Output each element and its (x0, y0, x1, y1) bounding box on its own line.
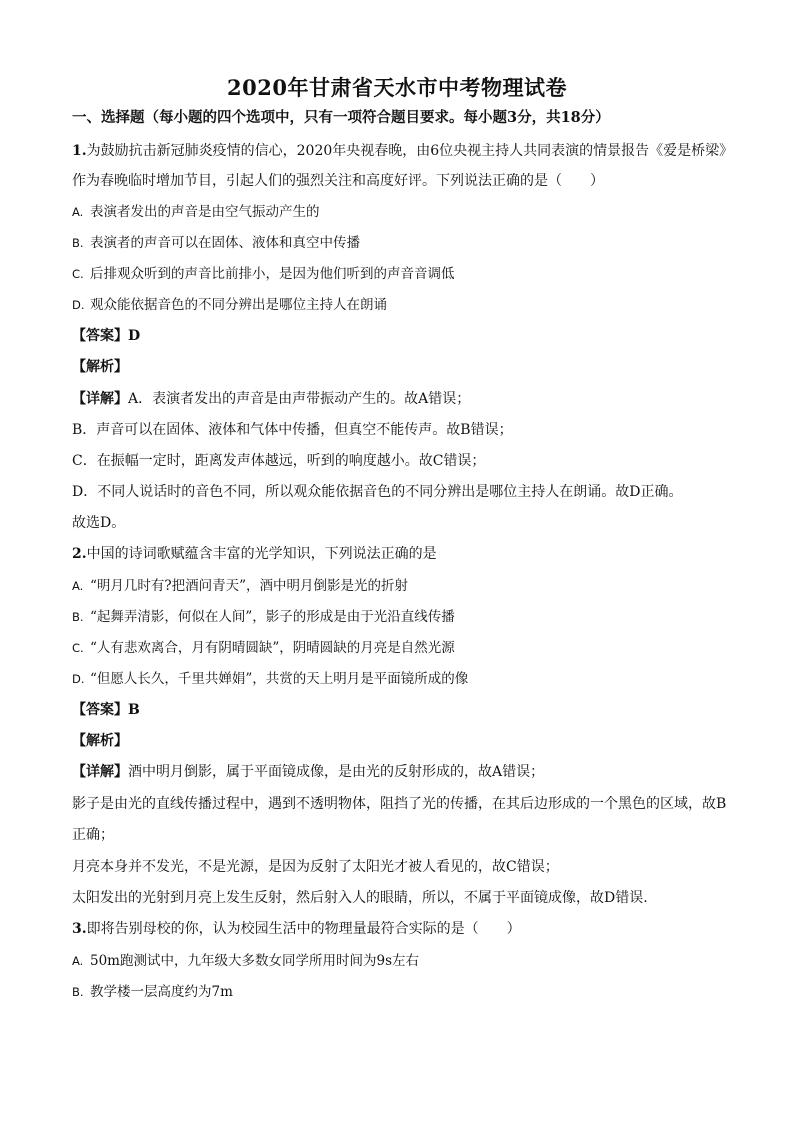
analysis-tag (72, 357, 732, 377)
analysis-label: 【解析】 (72, 733, 128, 749)
detail-line-3: 正确； (72, 827, 114, 843)
option-text: 后排观众听到的声音比前排小，是因为他们听到的声音音调低 (90, 266, 455, 282)
option-text: 50m跑测试中，九年级大多数女同学所用时间为9s左右 (90, 953, 419, 969)
question-text: 中国的诗词歌赋蕴含丰富的光学知识，下列说法正确的是 (86, 546, 437, 562)
option-text: 教学楼一层高度约为7m (90, 984, 233, 1000)
question-number: 2. (72, 546, 87, 562)
option-letter: B. (72, 610, 84, 624)
option-c (72, 264, 732, 284)
option-letter: D. (72, 672, 85, 686)
detail-line-4: 月亮本身并不发光，不是光源，是因为反射了太阳光才被人看见的，故C错误； (72, 859, 559, 875)
option-a (72, 951, 732, 971)
option-d (72, 669, 732, 689)
detail-line-4: D．不同人说话时的音色不同，所以观众能依据音色的不同分辨出是哪位主持人在朗诵。故D正确。 (72, 484, 683, 500)
detail-line-1 (72, 762, 732, 782)
option-text: 表演者发出的声音是由空气振动产生的 (90, 204, 320, 220)
option-d (72, 295, 732, 315)
question-2-stem (72, 544, 732, 564)
answer-value: B (128, 702, 140, 718)
question-3-stem (72, 919, 732, 939)
option-letter: B. (72, 985, 84, 999)
option-text: “但愿人长久，千里共婵娟”，共赏的天上明月是平面镜所成的像 (90, 671, 469, 687)
question-number: 1. (72, 143, 87, 159)
question-text: 为鼓励抗击新冠肺炎疫情的信心，2020年央视春晚，由6位央视主持人共同表演的情景报告《爱是桥梁》 (86, 143, 734, 159)
answer-value: D (128, 328, 141, 344)
detail-tag: 【详解】 (72, 391, 128, 407)
answer-tag: 【答案】 (72, 328, 128, 344)
question-1-stem-cont: 作为春晚临时增加节目，引起人们的强烈关注和高度好评。下列说法正确的是（ ） (72, 173, 604, 189)
option-letter: C. (72, 267, 84, 281)
option-text: 观众能依据音色的不同分辨出是哪位主持人在朗诵 (90, 297, 387, 313)
option-letter: A. (72, 954, 84, 968)
option-a (72, 576, 732, 596)
detail-line-3: C．在振幅一定时，距离发声体越远，听到的响度越小。故C错误； (72, 453, 486, 469)
option-a (72, 202, 732, 222)
option-letter: C. (72, 641, 84, 655)
answer-line (72, 326, 732, 346)
option-text: “明月几时有?把酒问青天”，酒中明月倒影是光的折射 (90, 578, 409, 594)
detail-line-2: B．声音可以在固体、液体和气体中传播，但真空不能传声。故B错误； (72, 422, 513, 438)
option-c (72, 638, 732, 658)
answer-tag: 【答案】 (72, 702, 128, 718)
detail-line-1 (72, 389, 732, 409)
option-b (72, 982, 732, 1002)
option-text: 表演者的声音可以在固体、液体和真空中传播 (90, 235, 360, 251)
question-text: 即将告别母校的你，认为校园生活中的物理量最符合实际的是（ ） (86, 921, 521, 937)
detail-text: A．表演者发出的声音是由声带振动产生的。故A错误； (128, 391, 471, 407)
page-title: 2020年甘肃省天水市中考物理试卷 (227, 75, 567, 100)
option-text: “人有悲欢离合，月有阴晴圆缺”，阴晴圆缺的月亮是自然光源 (90, 640, 455, 656)
question-1-stem (72, 141, 732, 161)
option-b (72, 607, 732, 627)
option-letter: A. (72, 579, 84, 593)
option-b (72, 233, 732, 253)
detail-tag: 【详解】 (72, 764, 128, 780)
detail-text: 酒中明月倒影，属于平面镜成像，是由光的反射形成的，故A错误； (128, 764, 545, 780)
option-text: “起舞弄清影，何似在人间”，影子的形成是由于光沿直线传播 (90, 609, 455, 625)
detail-line-2: 影子是由光的直线传播过程中，遇到不透明物体，阻挡了光的传播，在其后边形成的一个黑色的区域，故B (72, 796, 727, 812)
detail-line-5: 太阳发出的光射到月亮上发生反射，然后射入人的眼睛，所以，不属于平面镜成像，故D错误. (72, 890, 648, 906)
question-number: 3. (72, 921, 87, 937)
analysis-tag (72, 731, 732, 751)
option-letter: A. (72, 205, 84, 219)
section-heading: 一、选择题（每小题的四个选项中，只有一项符合题目要求。每小题3分，共18分） (72, 109, 610, 126)
option-letter: B. (72, 236, 84, 250)
answer-line (72, 700, 732, 720)
option-letter: D. (72, 298, 85, 312)
analysis-label: 【解析】 (72, 359, 128, 375)
detail-line-5: 故选D。 (72, 515, 126, 531)
